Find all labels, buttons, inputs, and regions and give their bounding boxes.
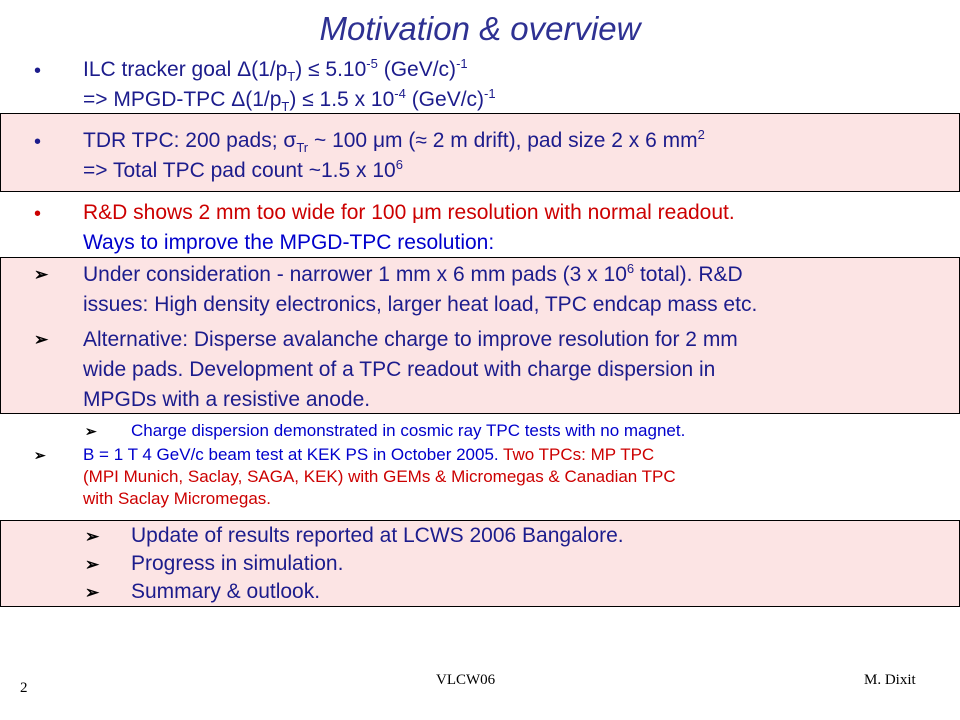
beam-test-line-3: with Saclay Micromegas. — [83, 489, 272, 508]
beam-test-line-1: B = 1 T 4 GeV/c beam test at KEK PS in October 2005. Two TPCs: MP TPC — [83, 445, 655, 464]
arrow-bullet-icon: ➢ — [85, 423, 97, 439]
arrow-bullet-icon: ➢ — [85, 555, 100, 574]
arrow-bullet-icon: ➢ — [34, 447, 46, 463]
alternative-line-3: MPGDs with a resistive anode. — [83, 388, 371, 411]
footer-conference: VLCW06 — [436, 672, 496, 688]
consider-line-2: issues: High density electronics, larger heat load, TPC endcap mass etc. — [83, 293, 758, 316]
footer-author: M. Dixit — [864, 672, 916, 688]
dispersion-line: Charge dispersion demonstrated in cosmic ray TPC tests with no magnet. — [131, 421, 686, 440]
consider-line-1: Under consideration - narrower 1 mm x 6 mm pads (3 x $10^6$ total). R&D — [83, 261, 743, 286]
tdr-line-1: TDR TPC: 200 pads; $\sigma_{Tr}$ ~ 100 μm (≈ 2 m drift), pad size 2 x 6 $mm^2$ — [83, 127, 705, 156]
bullet-dot: • — [34, 131, 42, 153]
arrow-bullet-icon: ➢ — [34, 265, 49, 284]
outline-item: Update of results reported at LCWS 2006 Bangalore. — [131, 524, 624, 547]
alternative-line-2: wide pads. Development of a TPC readout with charge dispersion in — [83, 358, 716, 381]
beam-test-line-2: (MPI Munich, Saclay, SAGA, KEK) with GEMs & Micromegas & Canadian TPC — [83, 467, 676, 486]
slide-title: Motivation & overview — [319, 10, 641, 47]
goal-line-2: => MPGD-TPC $\Delta(1/p_T) \le 1.5$ x $10^{-4}$ $(GeV/c)^{-1}$ — [83, 86, 496, 115]
goal-line-1: ILC tracker goal $\Delta(1/p_T) \le 5.10^{-5}$ $(GeV/c)^{-1}$ — [83, 56, 468, 85]
arrow-bullet-icon: ➢ — [34, 330, 49, 349]
bullet-dot: • — [34, 60, 42, 82]
arrow-bullet-icon: ➢ — [85, 583, 100, 602]
rd-line-1: R&D shows 2 mm too wide for 100 μm resolution with normal readout. — [83, 201, 735, 224]
alternative-line-1: Alternative: Disperse avalanche charge to improve resolution for 2 mm — [83, 328, 738, 351]
bullet-dot: • — [34, 203, 42, 225]
arrow-bullet-icon: ➢ — [85, 527, 100, 546]
tdr-line-2: => Total TPC pad count ~1.5 x $10^6$ — [83, 157, 403, 182]
outline-item: Progress in simulation. — [131, 552, 344, 575]
page-number: 2 — [20, 680, 28, 696]
rd-line-2: Ways to improve the MPGD-TPC resolution: — [83, 231, 495, 254]
outline-item: Summary & outlook. — [131, 580, 321, 603]
